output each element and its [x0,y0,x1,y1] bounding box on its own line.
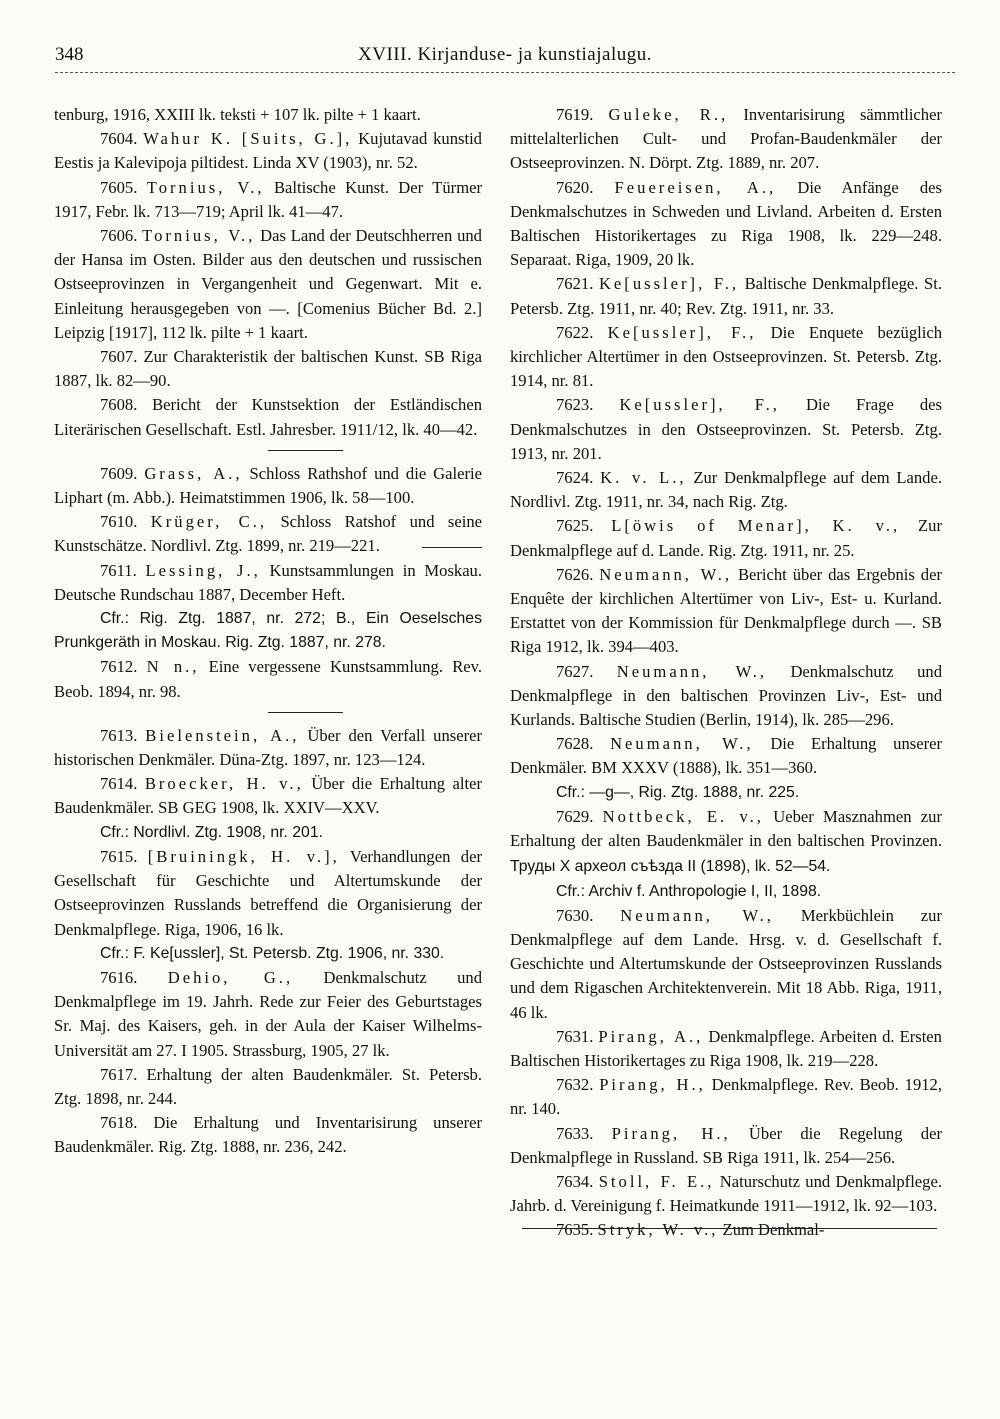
right-column [510,103,942,1243]
entry-7607: 7607. Zur Charakteristik der baltischen Kunst. SB Riga 1887, lk. 82—90. [54,347,482,391]
header-rule [55,72,955,73]
entry-7632: 7632. Pirang, H., Denkmalpflege. Rev. Beob. 1912, nr. 140. [510,1075,942,1119]
entry-7622: 7622. Ke[ussler], F., Die Enquete bezüglich kirchlicher Altertümer in den Ostseeprovinzen. St. Petersb. Ztg. 1914, nr. 81. [510,322,942,391]
entry-7629-cfr: Cfr.: Archiv f. Anthropologie I, II, 1898. [556,882,822,900]
entry-7614-cfr: Cfr.: Nordlivl. Ztg. 1908, nr. 201. [100,823,324,841]
entry-7619: 7619. Guleke, R., Inventarisirung sämmtlicher mittelalterlichen Cult- und Profan-Baudenkmäler der Ostseeprovinzen. N. Dörpt. Ztg. 1889, nr. 207. [510,105,942,173]
entry-7617: 7617. Erhaltung der alten Baudenkmäler. St. Petersb. Ztg. 1898, nr. 244. [54,1064,482,1108]
entry-7627: 7627. Neumann, W., Denkmalschutz und Denkmalpflege in den baltischen Provinzen Liv-, Est- und Kurlands. Baltische Studien (Berlin, 1914), lk. 285—296. [510,661,942,730]
running-title: XVIII. Kirjanduse- ja kunstiajalugu. [358,44,652,65]
entry-7612: 7612. N n., Eine vergessene Kunstsammlung. Rev. Beob. 1894, nr. 98. [54,657,483,701]
page-header [55,44,955,72]
page-number: 348 [55,44,84,65]
entry-7615: 7615. [Bruiningk, H. v.], Verhandlungen der Gesellschaft für Geschichte und Altertumskunde der Ostseeprovinzen Russlands betreffend die Organisierung der Denkmalpflege. Riga, 1906, 16 lk. [54,846,482,939]
entry-7631: 7631. Pirang, A., Denkmalpflege. Arbeiten d. Ersten Baltischen Historikertages zu Riga 1908, lk. 219—228. [510,1026,942,1070]
entry-7625: 7625. L[öwis of Menar], K. v., Zur Denkmalpflege auf d. Lande. Rig. Ztg. 1911, nr. 25. [510,516,943,560]
entry-7634: 7634. Stoll, F. E., Naturschutz und Denkmalpflege. Jahrb. d. Vereinigung f. Heimatkunde 1911—1912, lk. 92—103. [510,1171,942,1216]
entry-7614: 7614. Broecker, H. v., Über die Erhaltung alter Baudenkmäler. SB GEG 1908, lk. XXIV—XXV. [54,774,482,818]
entry-7609: 7609. Grass, A., Schloss Rathshof und die Galerie Liphart (m. Abb.). Heimatstimmen 1906, lk. 58—100. [54,463,482,508]
continued-entry: tenburg, 1916, XXIII lk. teksti + 107 lk. pilte + 1 kaart. [54,105,421,124]
entry-7616: 7616. Dehio, G., Denkmalschutz und Denkmalpflege im 19. Jahrh. Rede zur Feier des Geburtstages Sr. Maj. des Kaisers, geh. in der Aula der Kaiser Wilhelms-Universität am 27. I 1905. Strassburg, 1905, 27 lk. [54,967,482,1060]
entry-7628: 7628. Neumann, W., Die Erhaltung unserer Denkmäler. BM XXXV (1888), lk. 351—360. [510,734,942,778]
entry-7605: 7605. Tornius, V., Baltische Kunst. Der Türmer 1917, Febr. lk. 713—719; April lk. 41—47. [54,177,482,221]
entry-7611-cfr: Cfr.: Rig. Ztg. 1887, nr. 272; B., Ein Oeselsches Prunkgeräth in Moskau. Rig. Ztg. 1887, nr. 278. [54,610,482,652]
entry-7604: 7604. Wahur K. [Suits, G.], Kujutavad kunstid Eestis ja Kalevipoja piltidest. Linda XV (1903), nr. 52. [54,129,482,173]
entry-7615-cfr: Cfr.: F. Ke[ussler], St. Petersb. Ztg. 1906, nr. 330. [100,944,445,962]
entry-7613: 7613. Bielenstein, A., Über den Verfall unserer historischen Denkmäler. Düna-Ztg. 1897, nr. 123—124. [54,725,483,770]
entry-7626: 7626. Neumann, W., Bericht über das Ergebnis der Enquête der kirchlichen Altertümer von Liv-, Est- u. Kurland. Erstattet von der Kommission für Denkmalpflege durch —. SB Riga 1912, lk. 394—403. [510,564,942,657]
entry-7618: 7618. Die Erhaltung und Inventarisirung unserer Baudenkmäler. Rig. Ztg. 1888, nr. 236, 242. [54,1113,482,1157]
entry-7633: 7633. Pirang, H., Über die Regelung der Denkmalpflege in Russland. SB Riga 1911, lk. 254—256. [510,1123,942,1167]
entry-7635: 7635. Stryk, W. v., Zum Denkmal- [556,1220,825,1240]
entry-7621: 7621. Ke[ussler], F., Baltische Denkmalpflege. St. Petersb. Ztg. 1911, nr. 40; Rev. Ztg. 1911, nr. 33. [510,274,942,318]
entry-7629: 7629. Nottbeck, E. v., Ueber Masznahmen zur Erhaltung der alten Baudenkmäler in den baltischen Provinzen. Труды X археол съѣзда II (1898), lk. 52—54. [510,806,942,876]
section-rule [522,1228,937,1229]
left-column [54,103,482,1160]
entry-7608: 7608. Bericht der Kunstsektion der Estländischen Literärischen Gesellschaft. Estl. Jahresber. 1911/12, lk. 40—42. [54,395,482,439]
entry-7620: 7620. Feuereisen, A., Die Anfänge des Denkmalschutzes in Schweden und Livland. Arbeiten d. Ersten Baltischen Historikertages zu Riga 1908, lk. 229—248. Separaat. Riga, 1909, 20 lk. [510,177,943,270]
entry-7623: 7623. Ke[ussler], F., Die Frage des Denkmalschutzes in den Ostseeprovinzen. St. Petersb. Ztg. 1913, nr. 201. [510,395,943,463]
entry-7606: 7606. Tornius, V., Das Land der Deutschherren und der Hansa im Osten. Bilder aus den deutschen und russischen Ostseeprovinzen in Vergangenheit und Gegenwart. Mit e. Einleitung herausgegeben von —. [Comenius Bücher Bd. 2.] Leipzig [1917], 112 lk. pilte + 1 kaart. [54,226,482,342]
entry-7611: 7611. Lessing, J., Kunstsammlungen in Moskau. Deutsche Rundschau 1887, December Heft. [54,560,483,604]
entry-7630: 7630. Neumann, W., Merkbüchlein zur Denkmalpflege auf dem Lande. Hrsg. v. d. Gesellschaft f. Geschichte und Altertumskunde der Ostseeprovinzen Russlands und dem Rigaschen Architektenverein. Mit 18 Abb. Riga, 1911, 46 lk. [510,905,942,1022]
entry-7628-cfr: Cfr.: —g—, Rig. Ztg. 1888, nr. 225. [556,783,800,801]
entry-7610: 7610. Krüger, C., Schloss Ratshof und seine Kunstschätze. Nordlivl. Ztg. 1899, nr. 219—221. [54,512,482,556]
section-rule [54,442,482,462]
entry-7624: 7624. K. v. L., Zur Denkmalpflege auf dem Lande. Nordlivl. Ztg. 1911, nr. 34, nach Rig. Ztg. [510,468,942,512]
section-rule [54,704,482,724]
